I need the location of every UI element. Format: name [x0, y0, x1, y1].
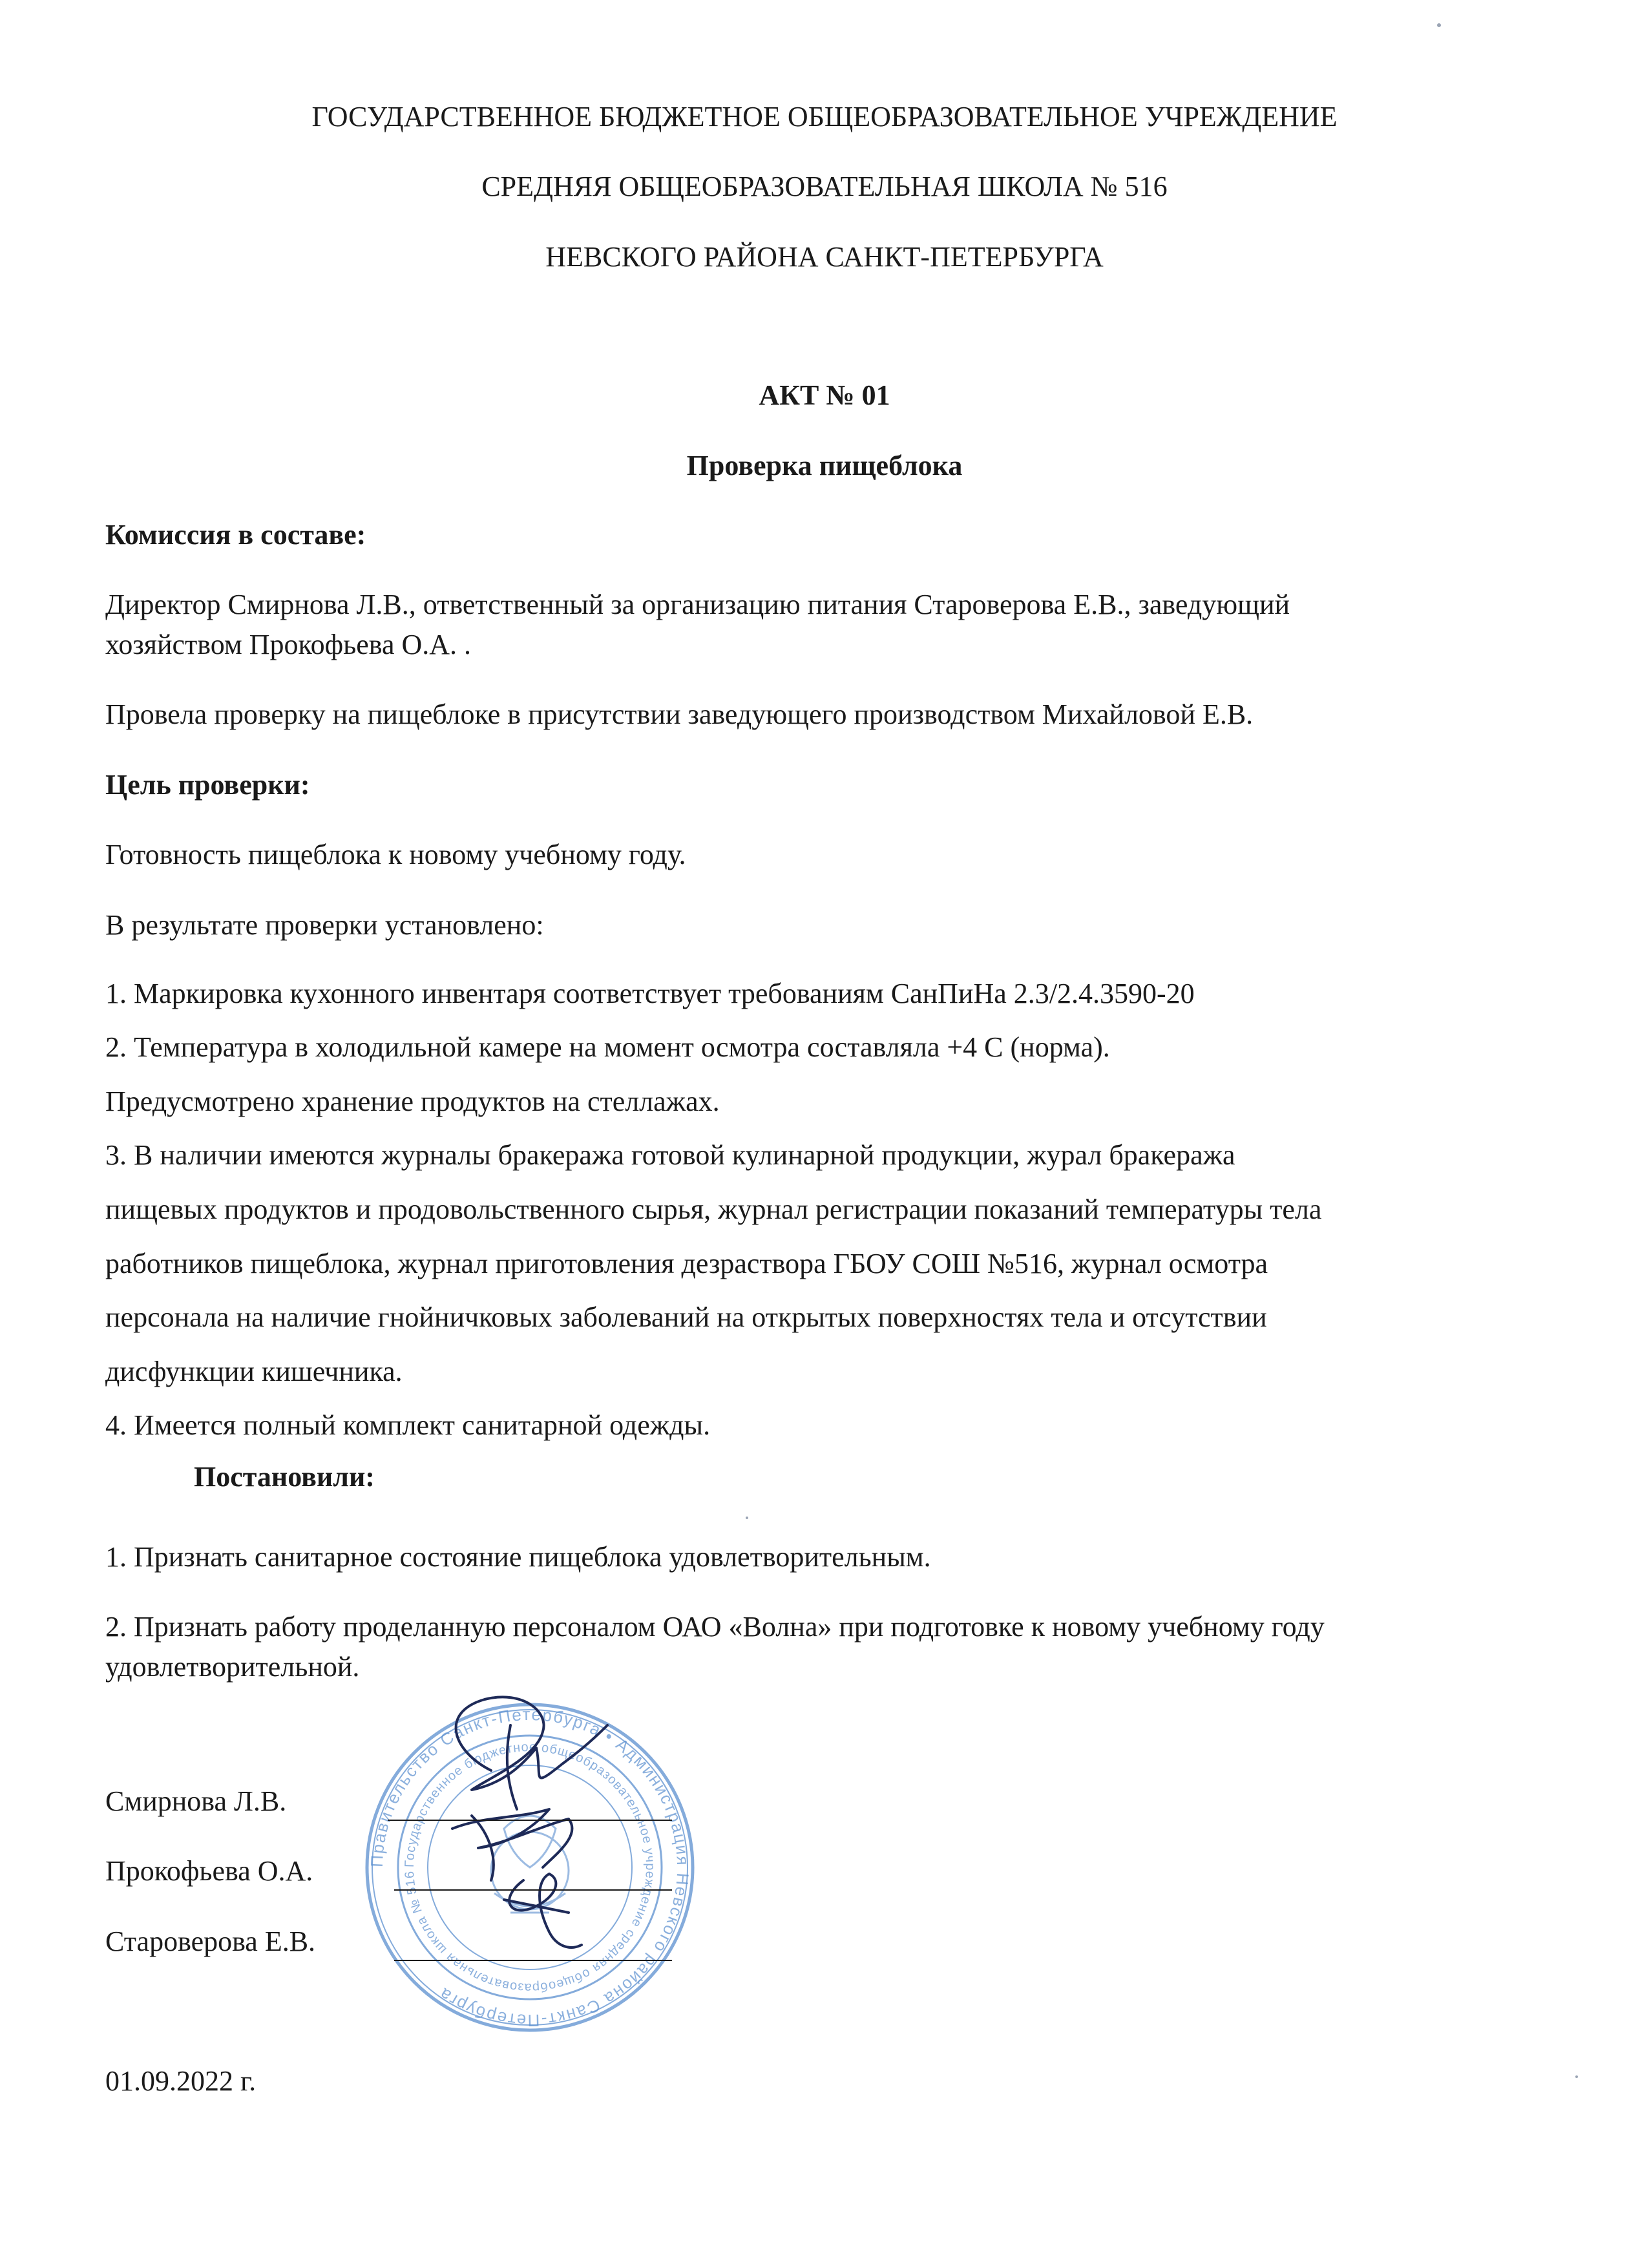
findings-line: 1. Маркировка кухонного инвентаря соответствует требованиям СанПиНа 2.3/2.4.3590-20 — [105, 978, 1195, 1009]
findings-line: персонала на наличие гнойничковых заболеваний на открытых поверхностях тела и отсутствии — [105, 1301, 1267, 1333]
findings-line: дисфункции кишечника. — [105, 1356, 403, 1387]
commission-members-line: хозяйством Прокофьева О.А. . — [105, 629, 472, 660]
signature-line — [394, 1889, 672, 1891]
signature-line — [388, 1820, 672, 1821]
scan-speck — [1575, 2075, 1578, 2078]
findings-intro: В результате проверки установлено: — [105, 909, 544, 941]
commission-members-line: Директор Смирнова Л.В., ответственный за организацию питания Староверова Е.В., заведующий — [105, 589, 1290, 620]
signature-name: Прокофьева О.А. — [105, 1855, 313, 1887]
findings-line: 4. Имеется полный комплект санитарной одежды. — [105, 1409, 711, 1441]
resolution-heading: Постановили: — [194, 1461, 375, 1493]
document-date: 01.09.2022 г. — [105, 2065, 257, 2097]
findings-line: 3. В наличии имеются журналы бракеража готовой кулинарной продукции, журал бракеража — [105, 1139, 1235, 1171]
act-title: АКТ № 01 — [759, 379, 890, 411]
signature-line — [394, 1960, 672, 1961]
findings-line: работников пищеблока, журнал приготовления дезраствора ГБОУ СОШ №516, журнал осмотра — [105, 1248, 1268, 1279]
findings-line: пищевых продуктов и продовольственного сырья, журнал регистрации показаний температуры тела — [105, 1193, 1322, 1225]
resolution-item: удовлетворительной. — [105, 1651, 360, 1683]
commission-heading: Комиссия в составе: — [105, 519, 366, 551]
header-district-line: НЕВСКОГО РАЙОНА САНКТ-ПЕТЕРБУРГА — [545, 241, 1104, 273]
findings-line: Предусмотрено хранение продуктов на стеллажах. — [105, 1086, 720, 1117]
scan-speck — [1437, 23, 1441, 27]
handwritten-signatures — [414, 1686, 646, 1984]
act-subtitle: Проверка пищеблока — [686, 450, 963, 481]
goal-text: Готовность пищеблока к новому учебному году. — [105, 839, 686, 870]
resolution-item: 1. Признать санитарное состояние пищеблока удовлетворительным. — [105, 1541, 931, 1573]
signature-name: Смирнова Л.В. — [105, 1785, 287, 1817]
seal-inner-text: Государственное бюджетное общеобразовательное учреждение средняя общеобразовательная школа № 516 — [402, 1739, 658, 1995]
seal-outer-text: Правительство Санкт-Петербурга • Администрация Невского района Санкт-Петербурга — [366, 1704, 693, 2031]
header-school-line: СРЕДНЯЯ ОБЩЕОБРАЗОВАТЕЛЬНАЯ ШКОЛА № 516 — [481, 171, 1168, 202]
header-institution-line: ГОСУДАРСТВЕННОЕ БЮДЖЕТНОЕ ОБЩЕОБРАЗОВАТЕЛЬНОЕ УЧРЕЖДЕНИЕ — [311, 101, 1338, 132]
resolution-item: 2. Признать работу проделанную персоналом ОАО «Волна» при подготовке к новому учебному году — [105, 1611, 1325, 1643]
goal-heading: Цель проверки: — [105, 769, 310, 801]
scan-speck — [746, 1517, 748, 1519]
signature-name: Староверова Е.В. — [105, 1926, 316, 1957]
findings-line: 2. Температура в холодильной камере на момент осмотра составляла +4 С (норма). — [105, 1031, 1110, 1063]
commission-presence: Провела проверку на пищеблоке в присутствии заведующего производством Михайловой Е.В. — [105, 698, 1254, 730]
